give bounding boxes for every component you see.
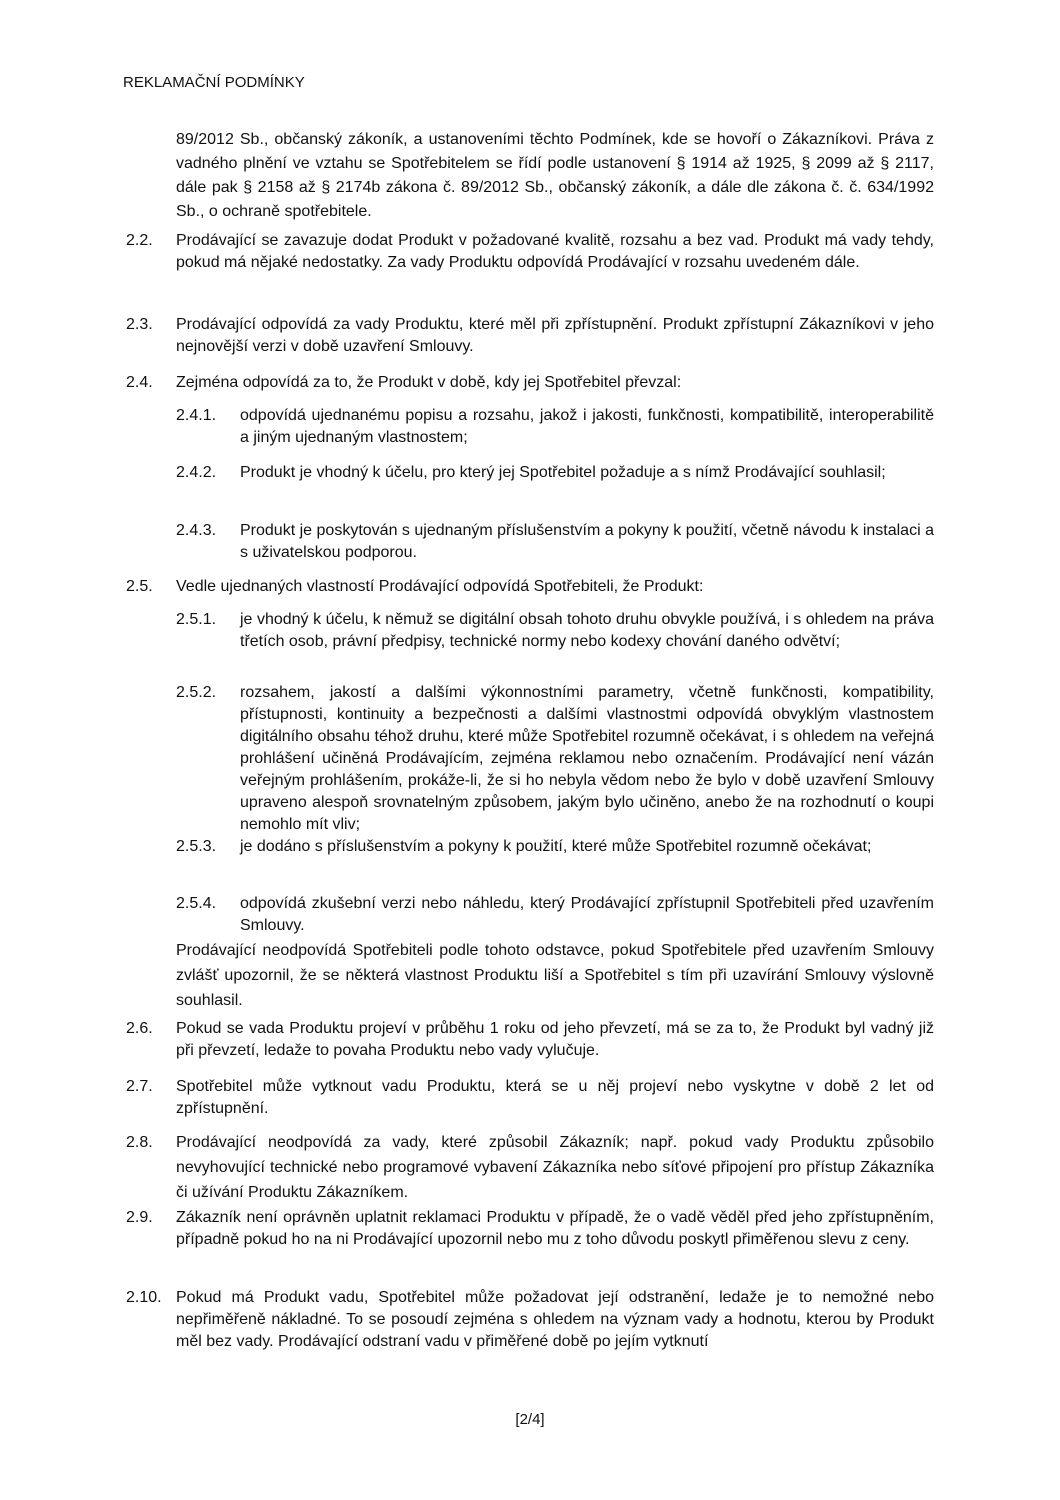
section-number: 2.2. — [126, 232, 153, 249]
section-text: Spotřebitel může vytknout vadu Produktu, která se u něj projeví nebo vyskytne v době 2 let od zpřístupnění. — [176, 1078, 934, 1117]
section-text: Produkt je vhodný k účelu, pro který jej Spotřebitel požaduje a s nímž Prodávající souhlasil; — [240, 464, 886, 481]
section-number: 2.9. — [126, 1209, 153, 1226]
section-2-4-3 — [176, 520, 934, 564]
section-2-5-3 — [176, 836, 934, 858]
section-text: Pokud se vada Produktu projeví v průběhu 1 roku od jeho převzetí, má se za to, že Produkt byl vadný již při převzetí, ledaže to povaha Produktu nebo vady vylučuje. — [176, 1020, 934, 1059]
section-number: 2.7. — [126, 1078, 153, 1095]
section-2-2 — [126, 230, 934, 274]
intro-continuation: 89/2012 Sb., občanský zákoník, a ustanoveními těchto Podmínek, kde se hovoří o Zákazníkovi. Práva z vadného plnění ve vztahu se Spotřebitelem se řídí podle ustanovení § 1914 až 1925, § 2099 až § 2117, dále pak § 2158 až § 2174b zákona č. 89/2012 Sb., občanský zákoník, a dále dle zákona č. č. 634/1992 Sb., o ochraně spotřebitele. — [176, 131, 934, 220]
section-number: 2.3. — [126, 316, 153, 333]
section-number: 2.5. — [126, 578, 153, 595]
document-header: REKLAMAČNÍ PODMÍNKY — [123, 74, 305, 91]
section-2-5-1 — [176, 609, 934, 653]
section-number: 2.5.1. — [176, 611, 217, 628]
section-2-6 — [126, 1018, 934, 1062]
section-number: 2.4. — [126, 374, 153, 391]
section-2-3 — [126, 314, 934, 358]
section-number: 2.6. — [126, 1020, 153, 1037]
section-number: 2.8. — [126, 1134, 153, 1151]
section-2-8 — [126, 1130, 934, 1205]
section-2-7 — [126, 1076, 934, 1120]
section-2-4-1 — [176, 405, 934, 449]
section-text: Zejména odpovídá za to, že Produkt v době, kdy jej Spotřebitel převzal: — [176, 374, 682, 391]
section-text: rozsahem, jakostí a dalšími výkonnostními parametry, včetně funkčnosti, kompatibility, přístupnosti, kontinuity a bezpečnosti a dalšími vlastnostmi odpovídá obvyklým vlastnostem digitálního obsahu téhož druhu, které může Spotřebitel rozumně očekávat, i s ohledem na veřejná prohlášení učiněná Prodávajícím, zejména reklamou nebo označením. Prodávající není vázán veřejným prohlášením, prokáže-li, že si ho nebyla vědom nebo že bylo v době uzavření Smlouvy upraveno alespoň srovnatelným způsobem, jakým bylo učiněno, anebo že na rozhodnutí o koupi nemohlo mít vliv; — [240, 684, 934, 833]
section-text: je dodáno s příslušenstvím a pokyny k použití, které může Spotřebitel rozumně očekávat; — [240, 838, 872, 855]
section-text: Produkt je poskytován s ujednaným příslušenstvím a pokyny k použití, včetně návodu k instalaci a s uživatelskou podporou. — [240, 522, 934, 561]
section-2-5-4 — [176, 893, 934, 937]
section-number: 2.4.1. — [176, 407, 217, 424]
section-number: 2.4.2. — [176, 464, 217, 481]
section-text: Pokud má Produkt vadu, Spotřebitel může požadovat její odstranění, ledaže je to nemožné nebo nepřiměřeně nákladné. To se posoudí zejména s ohledem na význam vady a hodnotu, kterou by Produkt měl bez vady. Prodávající odstraní vadu v přiměřené době po jejím vytknutí — [176, 1289, 934, 1350]
section-2-5 — [126, 576, 934, 598]
section-2-9 — [126, 1207, 934, 1251]
section-text: Zákazník není oprávněn uplatnit reklamaci Produktu v případě, že o vadě věděl před jeho zpřístupněním, případně pokud ho na ni Prodávající upozornil nebo mu z toho důvodu poskytl přiměřenou slevu z ceny. — [176, 1209, 934, 1248]
section-text: Vedle ujednaných vlastností Prodávající odpovídá Spotřebiteli, že Produkt: — [176, 578, 704, 595]
section-text: Prodávající se zavazuje dodat Produkt v požadované kvalitě, rozsahu a bez vad. Produkt má vady tehdy, pokud má nějaké nedostatky. Za vady Produktu odpovídá Prodávající v rozsahu uvedeném dále. — [176, 232, 934, 271]
section-number: 2.10. — [126, 1289, 162, 1306]
section-2-10 — [126, 1287, 934, 1353]
section-text: je vhodný k účelu, k němuž se digitální obsah tohoto druhu obvykle používá, i s ohledem na práva třetích osob, právní předpisy, technické normy nebo kodexy chování daného odvětví; — [240, 611, 934, 650]
section-text: Prodávající odpovídá za vady Produktu, které měl při zpřístupnění. Produkt zpřístupní Zákazníkovi v jeho nejnovější verzi v době uzavření Smlouvy. — [176, 316, 934, 355]
section-2-4 — [126, 372, 934, 394]
section-2-5-2 — [176, 682, 934, 836]
section-number: 2.5.4. — [176, 895, 217, 912]
section-number: 2.4.3. — [176, 522, 217, 539]
section-text: odpovídá zkušební verzi nebo náhledu, který Prodávající zpřístupnil Spotřebiteli před uzavřením Smlouvy. — [240, 895, 934, 934]
page-number: [2/4] — [515, 1411, 545, 1428]
section-2-5-closing: Prodávající neodpovídá Spotřebiteli podle tohoto odstavce, pokud Spotřebitele před uzavřením Smlouvy zvlášť upozornil, že se některá vlastnost Produktu liší a Spotřebitel s tím při uzavírání Smlouvy výslovně souhlasil. — [176, 942, 934, 1009]
section-2-4-2 — [176, 462, 934, 484]
section-text: odpovídá ujednanému popisu a rozsahu, jakož i jakosti, funkčnosti, kompatibilitě, interoperabilitě a jiným ujednaným vlastnostem; — [240, 407, 934, 446]
section-number: 2.5.3. — [176, 838, 217, 855]
section-text: Prodávající neodpovídá za vady, které způsobil Zákazník; např. pokud vady Produktu způsobilo nevyhovující technické nebo programové vybavení Zákazníka nebo síťové připojení pro přístup Zákazníka či užívání Produktu Zákazníkem. — [176, 1134, 934, 1201]
section-number: 2.5.2. — [176, 684, 217, 701]
